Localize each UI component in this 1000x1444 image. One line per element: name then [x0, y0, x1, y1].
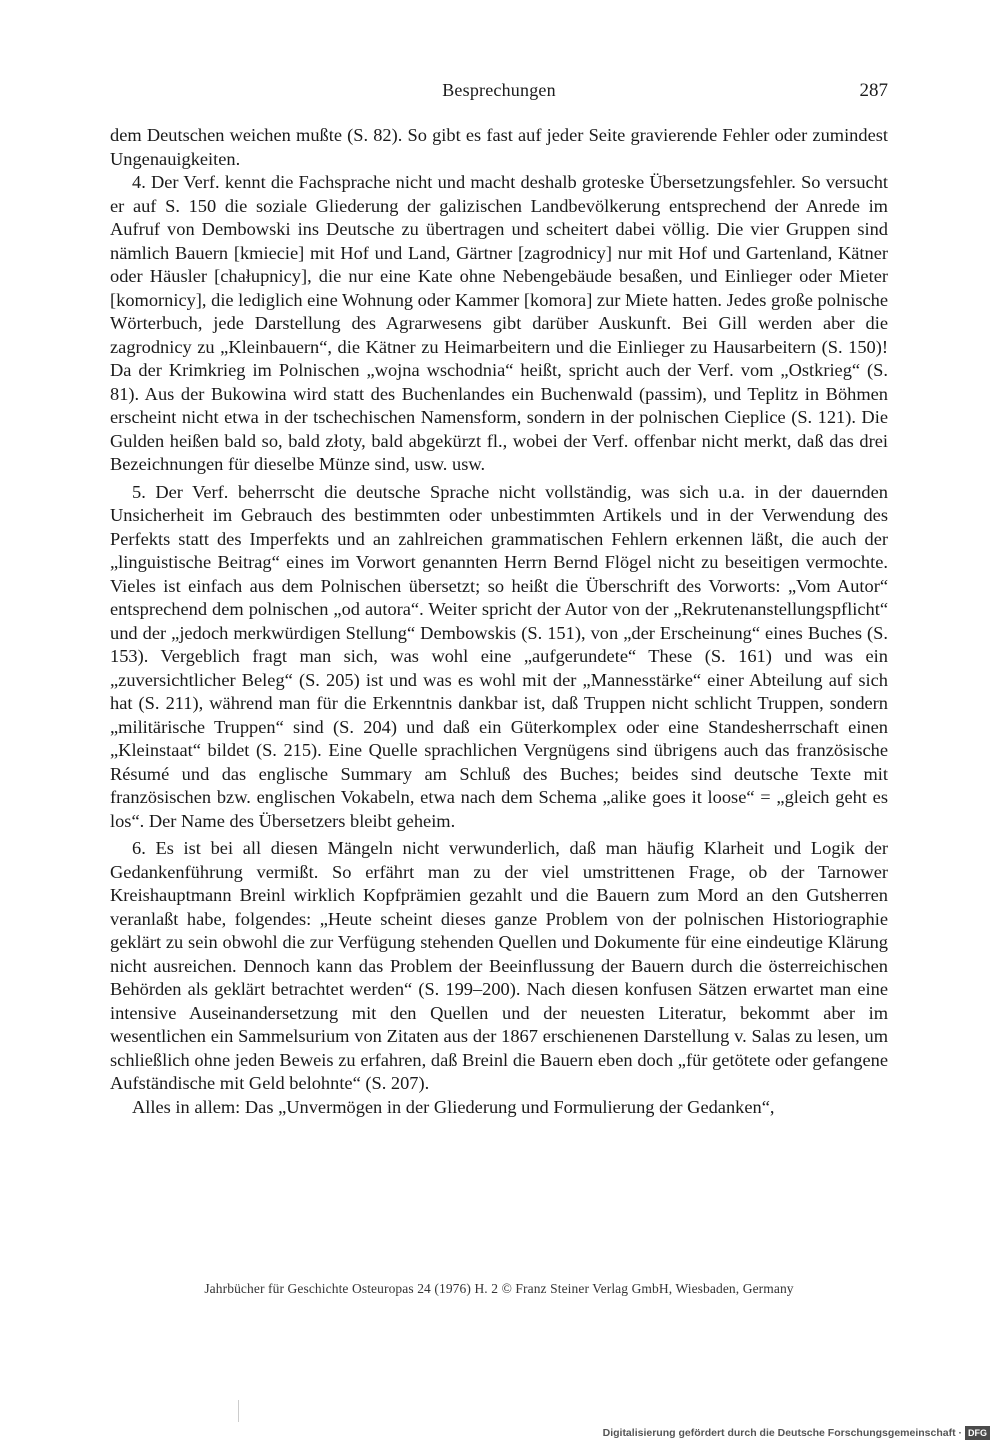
journal-citation: Jahrbücher für Geschichte Osteuropas 24 (1976) H. 2 © Franz Steiner Verlag GmbH, Wiesbaden, Germany: [204, 1281, 794, 1296]
paragraph-point-5: 5. Der Verf. beherrscht die deutsche Sprache nicht vollständig, was sich u.a. in der dauernden Unsicherheit im Gebrauch des bestimmten oder unbestimmten Artikels und in der Verwendung des Perfekts statt des Imperfekts und an zahlreichen grammatischen Fehlern erkennen läßt, die auch der „linguistische Beitrag“ eines im Vorwort genannten Herrn Bernd Flögel nicht zu beseitigen vermochte. Vieles ist einfach aus dem Polnischen übersetzt; so heißt die Überschrift des Vorworts: „Vom Autor“ entsprechend dem polnischen „od autora“. Weiter spricht der Autor von der „Rekrutenanstellungspflicht“ und der „jedoch merkwürdigen Stellung“ Dembowskis (S. 151), von „der Erscheinung“ eines Buches (S. 153). Vergeblich fragt man sich, was wohl eine „aufgerundete“ These (S. 161) und was ein „zuversichtlicher Beleg“ (S. 205) ist und was es wohl mit der „Mannesstärke“ einer Abteilung auf sich hat (S. 211), während man für die Erkenntnis dankbar ist, daß Truppen nicht schlicht Truppen, sondern „militärische Truppen“ sind (S. 204) und daß ein Güterkomplex oder eine Standesherrschaft einen „Kleinstaat“ bildet (S. 215). Eine Quelle sprachlichen Vergnügens sind übrigens auch das französische Résumé und das englische Summary am Schluß des Buches; beides sind deutsche Texte mit französischen bzw. englischen Vokabeln, etwa nach dem Schema „alike goes it loose“ = „gleich geht es los“. Der Name des Übersetzers bleibt geheim.: [110, 481, 888, 831]
paragraph-continuation: dem Deutschen weichen mußte (S. 82). So gibt es fast auf jeder Seite gravierende Fehler oder zumindest Ungenauigkeiten.: [110, 125, 888, 169]
page-number: 287: [859, 80, 888, 101]
paragraph-point-6: 6. Es ist bei all diesen Mängeln nicht verwunderlich, daß man häufig Klarheit und Logik der Gedankenführung vermißt. So erfährt man zu der viel umstrittenen Frage, ob der Tarnower Kreishauptmann Breinl wirklich Kopfprämien gezahlt und die Bauern zum Mord an den Gutsherren veranlaßt habe, folgendes: „Heute scheint dieses ganze Problem von der polnischen Historiographie geklärt zu sein obwohl die zur Verfügung stehenden Quellen und Dokumente für eine eindeutige Klärung nicht ausreichen. Dennoch kann das Problem der Beeinflussung der Bauern durch die österreichischen Behörden als geklärt betrachtet werden“ (S. 199–200). Nach diesen konfusen Sätzen erwartet man eine intensive Auseinandersetzung mit den Quellen und der neuesten Literatur, bekommt aber im wesentlichen ein Sammelsurium von Zitaten aus der 1867 erschienenen Darstellung v. Salas zu lesen, um schließlich ohne jeden Beweis zu erfahren, daß Breinl die Bauern eben doch „für getötete oder gefangene Aufständische mit Geld belohnte“ (S. 207).: [110, 838, 888, 1093]
running-title: Besprechungen: [442, 80, 556, 100]
paragraph-conclusion: Alles in allem: Das „Unvermögen in der Gliederung und Formulierung der Gedanken“,: [132, 1096, 775, 1117]
funding-text: Digitalisierung gefördert durch die Deutsche Forschungsgemeinschaft ·: [602, 1427, 962, 1439]
funding-notice: [603, 1425, 990, 1441]
page-header: [110, 80, 888, 110]
dfg-logo: DFG: [965, 1426, 990, 1440]
review-body: [110, 124, 888, 1119]
paragraph-point-4: 4. Der Verf. kennt die Fachsprache nicht und macht deshalb groteske Übersetzungsfehler. So versucht er auf S. 150 die soziale Gliederung der galizischen Landbevölkerung entsprechend der Anrede im Aufruf von Dembowski ins Deutsche zu übertragen und scheitert dabei völlig. Die vier Gruppen sind nämlich Bauern [kmiecie] mit Hof und Land, Gärtner [zagrodnicy] nur mit Hof und Gartenland, Kätner oder Häusler [chałupnicy], die nur eine Kate ohne Nebengebäude besaßen, und Einlieger oder Mieter [komornicy], die lediglich eine Wohnung oder Kammer [komora] zur Miete hatten. Jedes große polnische Wörterbuch, jede Darstellung des Agrarwesens gibt darüber Auskunft. Bei Gill werden aber die zagrodnicy zu „Kleinbauern“, die Kätner zu Heimarbeitern und die Einlieger zu Hausarbeitern (S. 150)! Da der Krimkrieg im Polnischen „wojna wschodnia“ heißt, spricht auch der Verf. vom „Ostkrieg“ (S. 81). Aus der Bukowina wird statt des Buchenlandes ein Buchenwald (passim), und Teplitz in Böhmen erscheint nicht etwa in der tschechischen Namensform, sondern in der polnischen Cieplice (S. 121). Die Gulden heißen bald so, bald złoty, bald abgekürzt fl., wobei der Verf. offenbar nicht merkt, daß das drei Bezeichnungen für dieselbe Münze sind, usw. usw.: [110, 172, 889, 474]
scan-artifact-line: [238, 1400, 239, 1422]
